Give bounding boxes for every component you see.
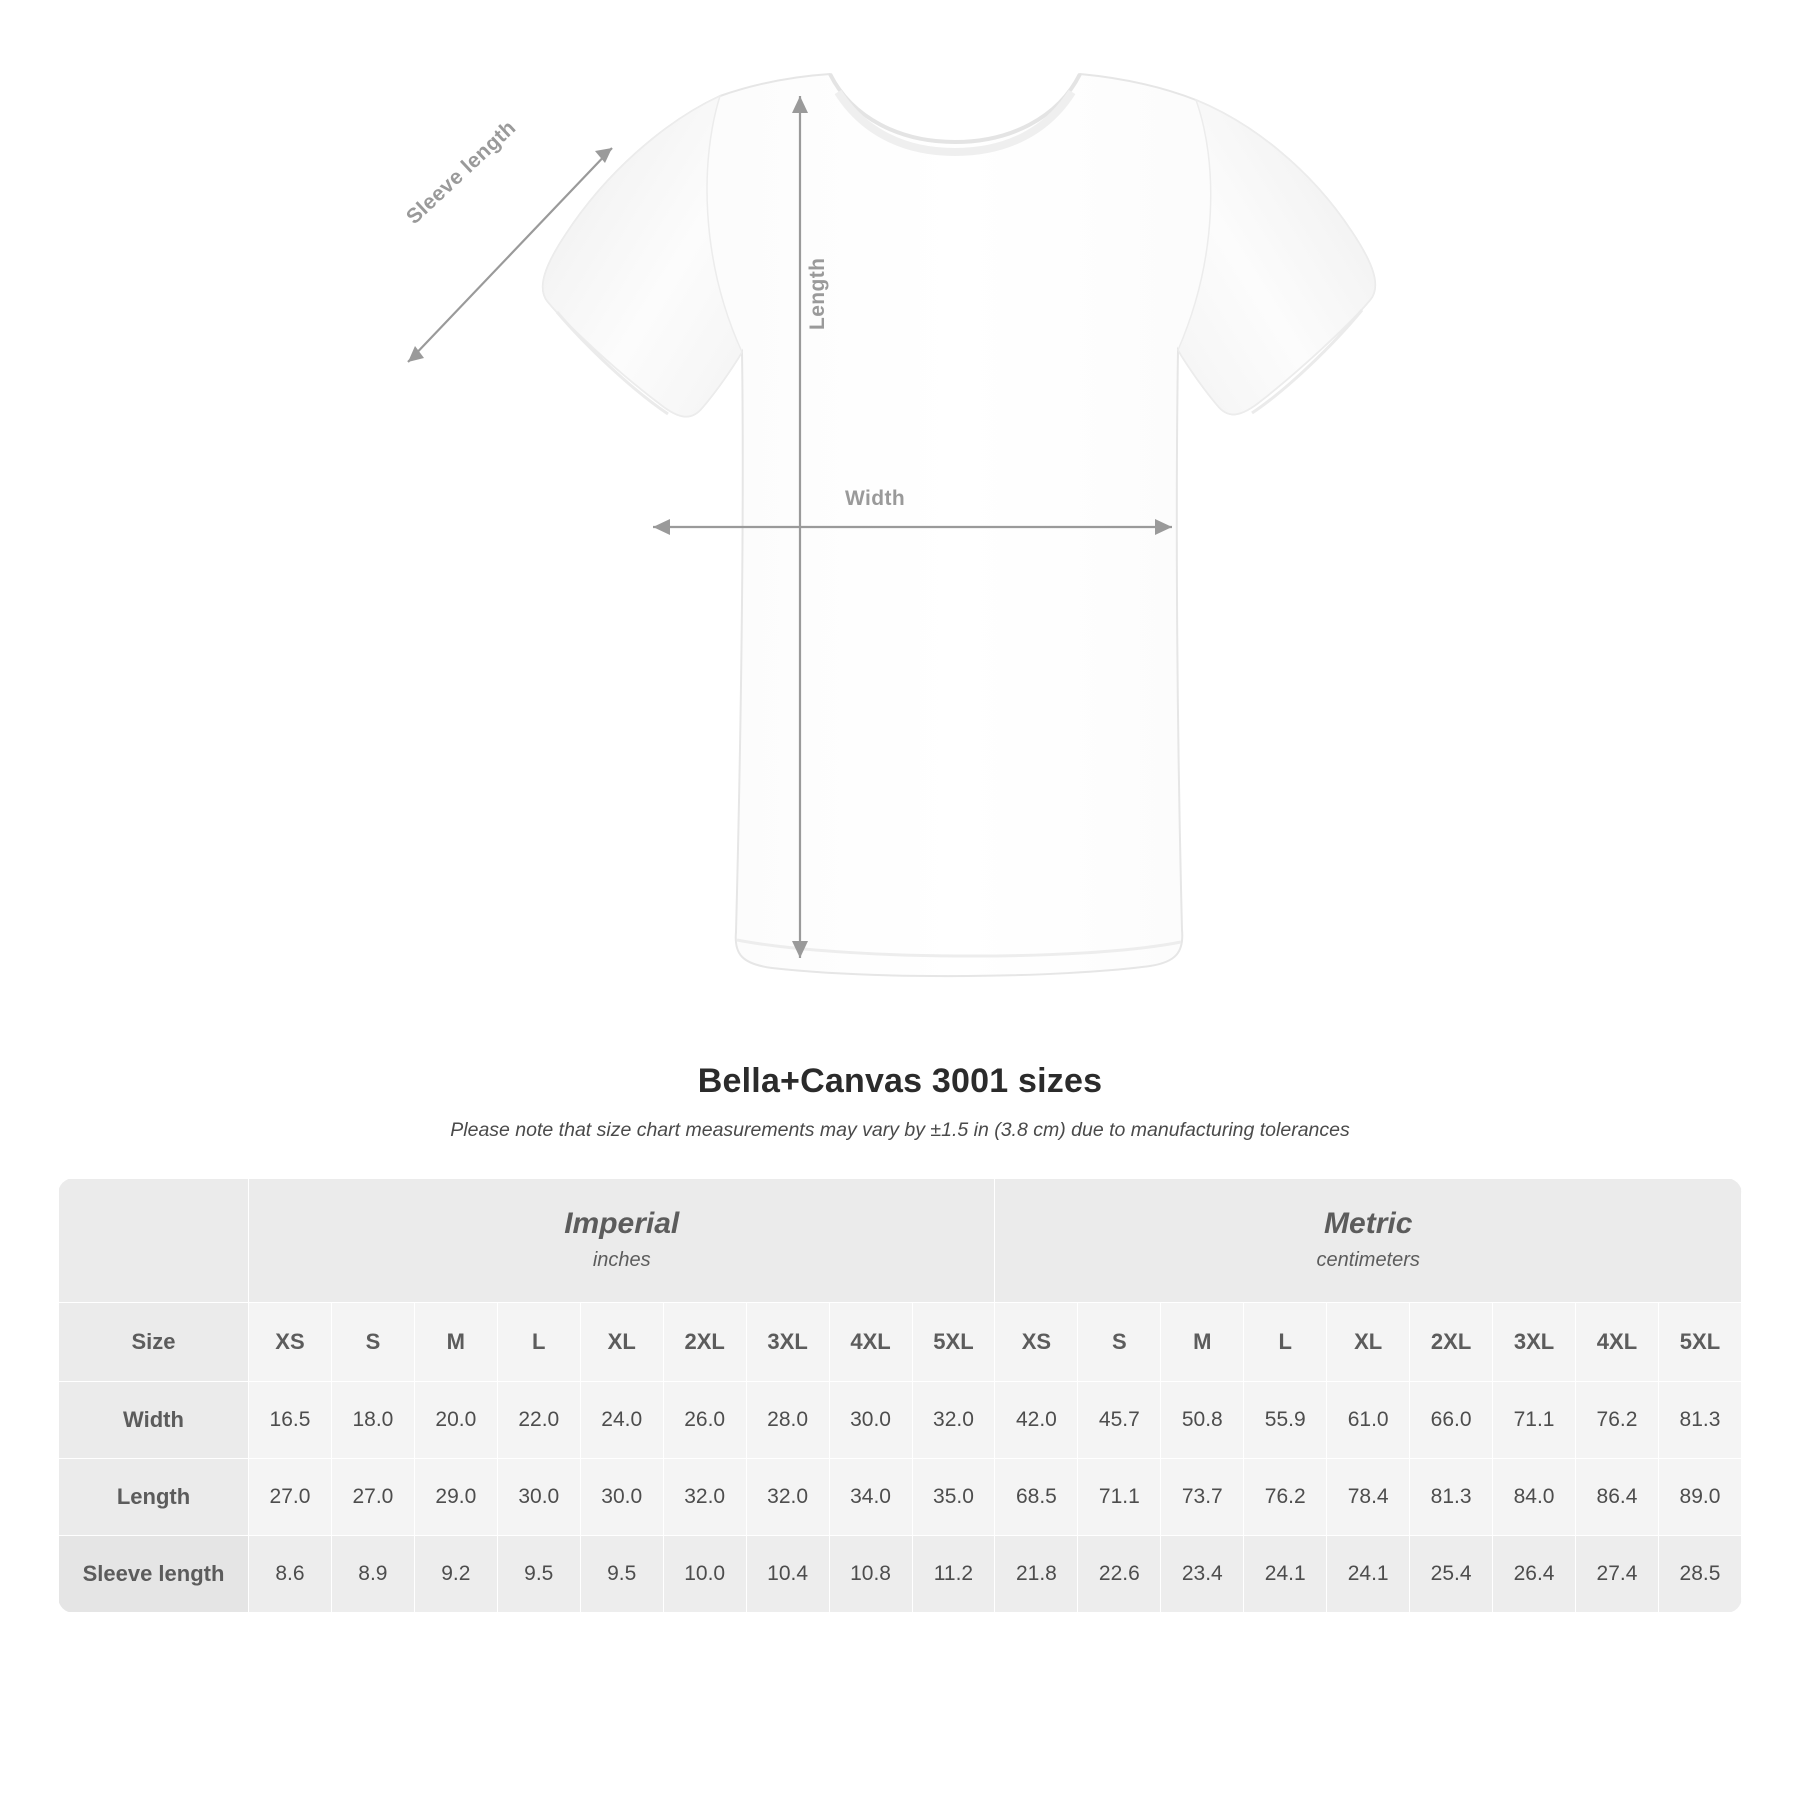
table-corner-cell <box>59 1179 249 1303</box>
row-label-length: Length <box>59 1458 249 1535</box>
cell-length-7: 34.0 <box>829 1458 912 1535</box>
size-cell: XL <box>1327 1302 1410 1381</box>
cell-width-6: 28.0 <box>746 1381 829 1458</box>
cell-width-16: 76.2 <box>1576 1381 1659 1458</box>
cell-length-5: 32.0 <box>663 1458 746 1535</box>
size-cell: XL <box>580 1302 663 1381</box>
cell-width-5: 26.0 <box>663 1381 746 1458</box>
size-cell: S <box>331 1302 414 1381</box>
size-cell: 3XL <box>1493 1302 1576 1381</box>
cell-sleeve-9: 21.8 <box>995 1535 1078 1612</box>
unit-name-imperial: Imperial <box>564 1207 680 1240</box>
table-row <box>59 1381 1742 1458</box>
cell-sleeve-11: 23.4 <box>1161 1535 1244 1612</box>
size-cell: 4XL <box>1576 1302 1659 1381</box>
cell-sleeve-17: 28.5 <box>1658 1535 1741 1612</box>
cell-width-10: 45.7 <box>1078 1381 1161 1458</box>
cell-length-1: 27.0 <box>331 1458 414 1535</box>
cell-sleeve-6: 10.4 <box>746 1535 829 1612</box>
size-cell: 3XL <box>746 1302 829 1381</box>
cell-sleeve-3: 9.5 <box>497 1535 580 1612</box>
cell-width-4: 24.0 <box>580 1381 663 1458</box>
cell-width-17: 81.3 <box>1658 1381 1741 1458</box>
cell-width-3: 22.0 <box>497 1381 580 1458</box>
size-cell: L <box>497 1302 580 1381</box>
unit-header-imperial <box>249 1179 995 1303</box>
cell-length-9: 68.5 <box>995 1458 1078 1535</box>
size-cell: S <box>1078 1302 1161 1381</box>
size-cell: M <box>1161 1302 1244 1381</box>
cell-sleeve-12: 24.1 <box>1244 1535 1327 1612</box>
cell-width-1: 18.0 <box>331 1381 414 1458</box>
cell-width-13: 61.0 <box>1327 1381 1410 1458</box>
cell-sleeve-1: 8.9 <box>331 1535 414 1612</box>
cell-width-9: 42.0 <box>995 1381 1078 1458</box>
cell-sleeve-7: 10.8 <box>829 1535 912 1612</box>
cell-width-7: 30.0 <box>829 1381 912 1458</box>
cell-length-12: 76.2 <box>1244 1458 1327 1535</box>
cell-sleeve-0: 8.6 <box>249 1535 332 1612</box>
size-row-label: Size <box>59 1302 249 1381</box>
row-label-sleeve-length: Sleeve length <box>59 1535 249 1612</box>
cell-length-8: 35.0 <box>912 1458 995 1535</box>
cell-sleeve-4: 9.5 <box>580 1535 663 1612</box>
cell-sleeve-8: 11.2 <box>912 1535 995 1612</box>
size-cell: 2XL <box>1410 1302 1493 1381</box>
cell-length-2: 29.0 <box>414 1458 497 1535</box>
size-table <box>58 1178 1742 1613</box>
unit-header-metric <box>995 1179 1742 1303</box>
unit-header-row <box>59 1179 1742 1303</box>
cell-width-8: 32.0 <box>912 1381 995 1458</box>
cell-sleeve-16: 27.4 <box>1576 1535 1659 1612</box>
unit-sub-imperial: inches <box>592 1248 651 1271</box>
cell-length-0: 27.0 <box>249 1458 332 1535</box>
size-cell: XS <box>995 1302 1078 1381</box>
cell-width-14: 66.0 <box>1410 1381 1493 1458</box>
size-cell: 5XL <box>912 1302 995 1381</box>
size-table-wrapper <box>58 1178 1742 1613</box>
page-title: Bella+Canvas 3001 sizes <box>697 1062 1103 1100</box>
cell-width-11: 50.8 <box>1161 1381 1244 1458</box>
cell-width-12: 55.9 <box>1244 1381 1327 1458</box>
cell-length-3: 30.0 <box>497 1458 580 1535</box>
table-row <box>59 1458 1742 1535</box>
width-label: Width <box>845 487 906 510</box>
cell-length-10: 71.1 <box>1078 1458 1161 1535</box>
cell-width-15: 71.1 <box>1493 1381 1576 1458</box>
cell-sleeve-5: 10.0 <box>663 1535 746 1612</box>
size-cell: 5XL <box>1658 1302 1741 1381</box>
unit-sub-metric: centimeters <box>1316 1248 1420 1271</box>
cell-length-15: 84.0 <box>1493 1458 1576 1535</box>
cell-width-2: 20.0 <box>414 1381 497 1458</box>
table-row <box>59 1535 1742 1612</box>
sleeve-length-label: Sleeve length <box>402 116 521 229</box>
size-cell: M <box>414 1302 497 1381</box>
cell-sleeve-13: 24.1 <box>1327 1535 1410 1612</box>
cell-length-11: 73.7 <box>1161 1458 1244 1535</box>
size-cell: L <box>1244 1302 1327 1381</box>
tolerance-note: Please note that size chart measurements may vary by ±1.5 in (3.8 cm) due to manufacturing tolerances <box>450 1119 1350 1141</box>
cell-length-17: 89.0 <box>1658 1458 1741 1535</box>
length-label: Length <box>806 257 829 330</box>
size-header-row <box>59 1302 1742 1381</box>
size-cell: 2XL <box>663 1302 746 1381</box>
cell-sleeve-2: 9.2 <box>414 1535 497 1612</box>
size-cell: 4XL <box>829 1302 912 1381</box>
cell-sleeve-15: 26.4 <box>1493 1535 1576 1612</box>
cell-length-14: 81.3 <box>1410 1458 1493 1535</box>
unit-name-metric: Metric <box>1324 1207 1413 1240</box>
cell-width-0: 16.5 <box>249 1381 332 1458</box>
cell-length-13: 78.4 <box>1327 1458 1410 1535</box>
cell-sleeve-14: 25.4 <box>1410 1535 1493 1612</box>
size-cell: XS <box>249 1302 332 1381</box>
cell-length-4: 30.0 <box>580 1458 663 1535</box>
title-block <box>0 1062 1800 1142</box>
cell-sleeve-10: 22.6 <box>1078 1535 1161 1612</box>
row-label-width: Width <box>59 1381 249 1458</box>
cell-length-16: 86.4 <box>1576 1458 1659 1535</box>
cell-length-6: 32.0 <box>746 1458 829 1535</box>
